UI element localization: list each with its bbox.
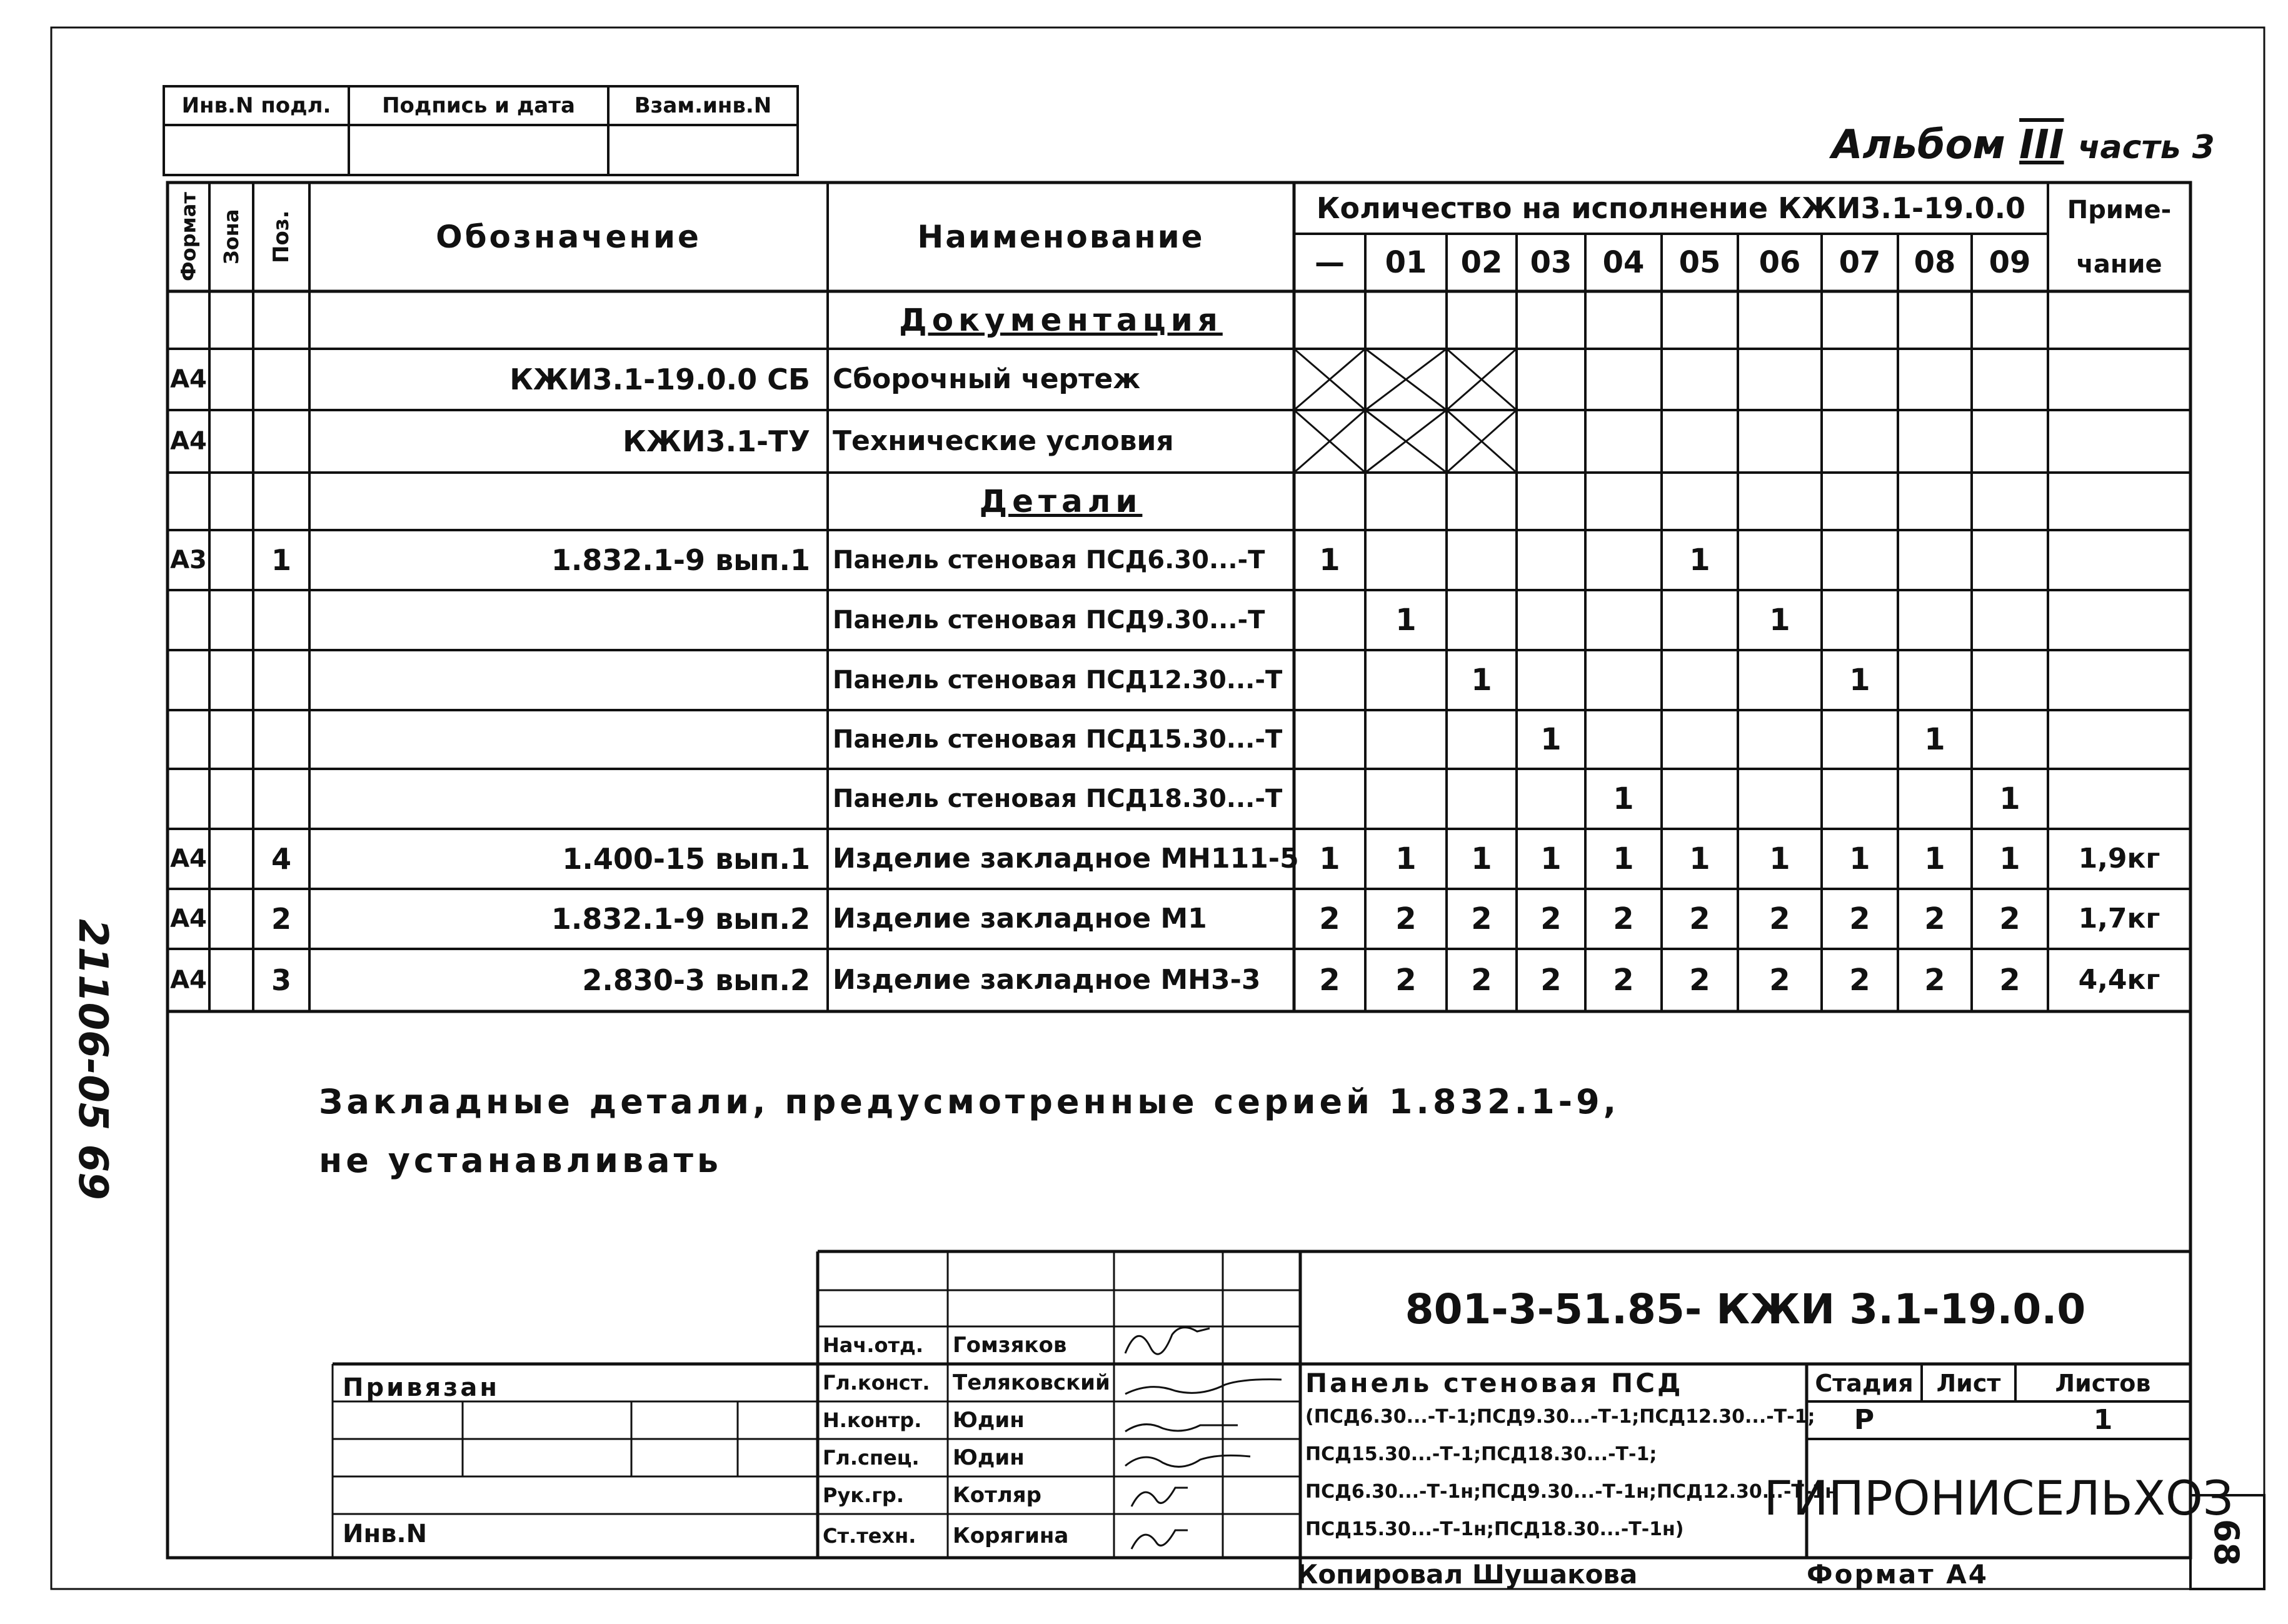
qty-cell: 2: [1999, 963, 2020, 998]
qty-cell: 2: [1999, 901, 2020, 936]
qty-cell: 1: [1689, 543, 1710, 578]
qty-cell: [1447, 769, 1517, 829]
stamp-replace-label: Взам.инв.N: [634, 93, 772, 118]
product-title-line: ПСД15.30...-Т-1;ПСД18.30...-Т-1;: [1305, 1443, 1657, 1465]
sheets-value: 1: [2093, 1404, 2113, 1436]
header-note-2: чание: [2076, 249, 2162, 279]
stamp-inv-label: Инв.N подл.: [181, 93, 331, 118]
qty-cell: 1: [1849, 663, 1870, 698]
row-pos: 4: [271, 842, 291, 876]
header-zone: Зона: [219, 209, 243, 265]
qty-cell: 1: [1999, 841, 2020, 876]
qty-cell: [1972, 590, 2048, 650]
qty-cell: 1: [1395, 603, 1417, 638]
qty-cell: [1517, 650, 1585, 710]
row-name: Панель стеновая ПСД12.30...-Т: [833, 666, 1283, 694]
signature-role: Ст.техн.: [823, 1524, 916, 1548]
qty-cell: [1447, 530, 1517, 590]
qty-cell: 1: [1924, 722, 1945, 757]
row-designation: КЖИ3.1-ТУ: [623, 424, 810, 458]
qty-cell: [1972, 530, 2048, 590]
signature-role: Гл.конст.: [823, 1371, 930, 1395]
variant-header: 07: [1839, 245, 1881, 280]
doc-code: 801-3-51.85- КЖИ 3.1-19.0.0: [1405, 1285, 2086, 1333]
qty-cell: [1517, 590, 1585, 650]
qty-cell: 2: [1395, 901, 1417, 936]
qty-cell: [1898, 650, 1972, 710]
signature-role: Н.контр.: [823, 1408, 922, 1432]
qty-cell: [1898, 769, 1972, 829]
qty-cell: [1585, 650, 1662, 710]
row-designation: КЖИ3.1-19.0.0 СБ: [509, 363, 810, 396]
sheet-value: [1922, 1401, 2015, 1439]
qty-cell: 1: [1319, 841, 1340, 876]
note-line-2: не устанавливать: [319, 1141, 723, 1180]
row-format: А4: [170, 845, 207, 873]
qty-cell: [1662, 590, 1738, 650]
qty-cell: [1898, 530, 1972, 590]
signature-role: Рук.гр.: [823, 1483, 904, 1507]
qty-cell: [1662, 650, 1738, 710]
header-qty-title: Количество на исполнение КЖИ3.1-19.0.0: [1316, 191, 2026, 225]
row-note: 1,9кг: [2078, 843, 2160, 875]
qty-cell: [1365, 530, 1447, 590]
signature-name: Котляр: [953, 1483, 1041, 1508]
variant-header: —: [1315, 245, 1345, 280]
row-format: А3: [170, 546, 207, 574]
row-format: А4: [170, 427, 207, 456]
album-label: Альбом III часть 3: [1832, 122, 2215, 168]
row-designation: 1.832.1-9 вып.1: [551, 543, 810, 577]
qty-cell: [1365, 769, 1447, 829]
qty-cell: 1: [1471, 841, 1492, 876]
qty-cell: 1: [1613, 841, 1634, 876]
qty-cell: 1: [1769, 603, 1790, 638]
qty-cell: 2: [1769, 963, 1790, 998]
qty-cell: [1365, 650, 1447, 710]
qty-cell: 1: [1689, 841, 1710, 876]
qty-cell: 1: [1540, 722, 1562, 757]
copied-by: Копировал Шушакова: [1297, 1559, 1638, 1590]
qty-cell: [1585, 530, 1662, 590]
product-title-line: (ПСД6.30...-Т-1;ПСД9.30...-Т-1;ПСД12.30...-Т-1;: [1305, 1406, 1815, 1428]
row-pos: 1: [271, 543, 291, 577]
qty-cell: [1972, 710, 2048, 769]
qty-cell: 2: [1849, 901, 1870, 936]
product-title-line: ПСД15.30...-Т-1н;ПСД18.30...-Т-1н): [1305, 1518, 1684, 1540]
qty-cell: [1972, 650, 2048, 710]
qty-cell: 1: [1613, 781, 1634, 816]
qty-cell: [1662, 769, 1738, 829]
header-format: Формат: [176, 192, 201, 282]
page-number: 68: [2207, 1519, 2246, 1566]
row-pos: 2: [271, 902, 291, 936]
header-note-1: Приме-: [2067, 195, 2172, 224]
row-name: Изделие закладное МН111-5: [833, 843, 1299, 875]
qty-cell: [1294, 650, 1365, 710]
row-name: Панель стеновая ПСД9.30...-Т: [833, 606, 1265, 634]
row-name: Изделие закладное МН3-3: [833, 964, 1261, 996]
qty-cell: 2: [1849, 963, 1870, 998]
qty-cell: [1738, 769, 1822, 829]
qty-cell: 2: [1319, 963, 1340, 998]
format-label: Формат А4: [1807, 1559, 1989, 1590]
qty-cell: 2: [1471, 963, 1492, 998]
qty-cell: [1738, 530, 1822, 590]
row-note: 4,4кг: [2078, 964, 2160, 996]
qty-cell: [1662, 710, 1738, 769]
qty-cell: 2: [1319, 901, 1340, 936]
signature-role: Гл.спец.: [823, 1446, 920, 1470]
qty-cell: [1517, 769, 1585, 829]
section-title: Детали: [979, 483, 1143, 519]
variant-header: 09: [1989, 245, 2031, 280]
qty-cell: [1447, 710, 1517, 769]
signature-name: Юдин: [953, 1445, 1025, 1470]
row-designation: 1.832.1-9 вып.2: [551, 902, 810, 936]
qty-cell: 2: [1924, 901, 1945, 936]
qty-cell: 1: [1769, 841, 1790, 876]
qty-cell: [1294, 710, 1365, 769]
qty-cell: 2: [1689, 963, 1710, 998]
row-note: 1,7кг: [2078, 903, 2160, 935]
qty-cell: 1: [1849, 841, 1870, 876]
qty-cell: [1898, 590, 1972, 650]
qty-cell: 1: [1319, 543, 1340, 578]
signature-name: Теляковский: [953, 1370, 1110, 1395]
product-title-line: ПСД6.30...-Т-1н;ПСД9.30...-Т-1н;ПСД12.30...-Т-1н: [1305, 1481, 1838, 1503]
variant-header: 06: [1759, 245, 1801, 280]
header-pos: Поз.: [269, 210, 294, 264]
qty-cell: 1: [1924, 841, 1945, 876]
qty-cell: 2: [1613, 901, 1634, 936]
stage-label: Стадия: [1815, 1370, 1914, 1397]
row-format: А4: [170, 905, 207, 933]
qty-cell: [1738, 710, 1822, 769]
row-name: Изделие закладное М1: [833, 903, 1207, 935]
qty-cell: [1738, 650, 1822, 710]
qty-cell: 2: [1689, 901, 1710, 936]
qty-cell: [1822, 710, 1898, 769]
qty-cell: [1585, 710, 1662, 769]
sheet-label: Лист: [1936, 1370, 2001, 1397]
qty-cell: [1585, 590, 1662, 650]
bound-label: Привязан: [343, 1373, 500, 1402]
variant-header: 05: [1678, 245, 1721, 280]
section-title: Документация: [899, 302, 1223, 338]
qty-cell: 1: [1395, 841, 1417, 876]
row-name: Технические условия: [833, 425, 1174, 457]
row-name: Панель стеновая ПСД15.30...-Т: [833, 725, 1283, 754]
row-name: Панель стеновая ПСД6.30...-Т: [833, 546, 1265, 574]
row-designation: 1.400-15 вып.1: [562, 842, 810, 876]
qty-cell: [1517, 530, 1585, 590]
row-format: А4: [170, 966, 207, 995]
variant-header: 04: [1602, 245, 1645, 280]
organization: ГИПРОНИСЕЛЬХОЗ: [1764, 1470, 2234, 1526]
qty-cell: [1365, 710, 1447, 769]
product-title-line: Панель стеновая ПСД: [1305, 1368, 1683, 1398]
stage-value: Р: [1854, 1404, 1875, 1436]
row-name: Сборочный чертеж: [833, 363, 1141, 395]
variant-header: 08: [1914, 245, 1956, 280]
qty-cell: [1822, 530, 1898, 590]
signature-role: Нач.отд.: [823, 1333, 924, 1357]
signature-name: Юдин: [953, 1408, 1025, 1433]
qty-cell: 2: [1613, 963, 1634, 998]
row-format: А4: [170, 365, 207, 394]
variant-header: 03: [1530, 245, 1572, 280]
qty-cell: 1: [1999, 781, 2020, 816]
qty-cell: 2: [1924, 963, 1945, 998]
qty-cell: [1822, 769, 1898, 829]
header-name: Наименование: [917, 219, 1205, 255]
qty-cell: 2: [1395, 963, 1417, 998]
variant-header: 02: [1460, 245, 1503, 280]
qty-cell: [1822, 590, 1898, 650]
note-line-1: Закладные детали, предусмотренные серией 1.832.1-9,: [319, 1082, 1620, 1121]
qty-cell: 2: [1540, 963, 1562, 998]
signature-name: Корягина: [953, 1523, 1069, 1548]
header-designation: Обозначение: [436, 219, 701, 255]
row-designation: 2.830-3 вып.2: [582, 963, 810, 997]
inv-label: Инв.N: [343, 1520, 428, 1548]
row-name: Панель стеновая ПСД18.30...-Т: [833, 784, 1283, 813]
qty-cell: [1447, 590, 1517, 650]
signature-name: Гомзяков: [953, 1333, 1067, 1358]
qty-cell: 2: [1471, 901, 1492, 936]
sheets-label: Листов: [2055, 1370, 2151, 1397]
qty-cell: [1294, 769, 1365, 829]
qty-cell: [1294, 590, 1365, 650]
variant-header: 01: [1385, 245, 1427, 280]
qty-cell: 1: [1471, 663, 1492, 698]
qty-cell: 1: [1540, 841, 1562, 876]
row-pos: 3: [271, 963, 291, 997]
stamp-sign-label: Подпись и дата: [382, 93, 575, 118]
qty-cell: 2: [1540, 901, 1562, 936]
side-code: 21106-05 69: [69, 919, 116, 1200]
qty-cell: 2: [1769, 901, 1790, 936]
